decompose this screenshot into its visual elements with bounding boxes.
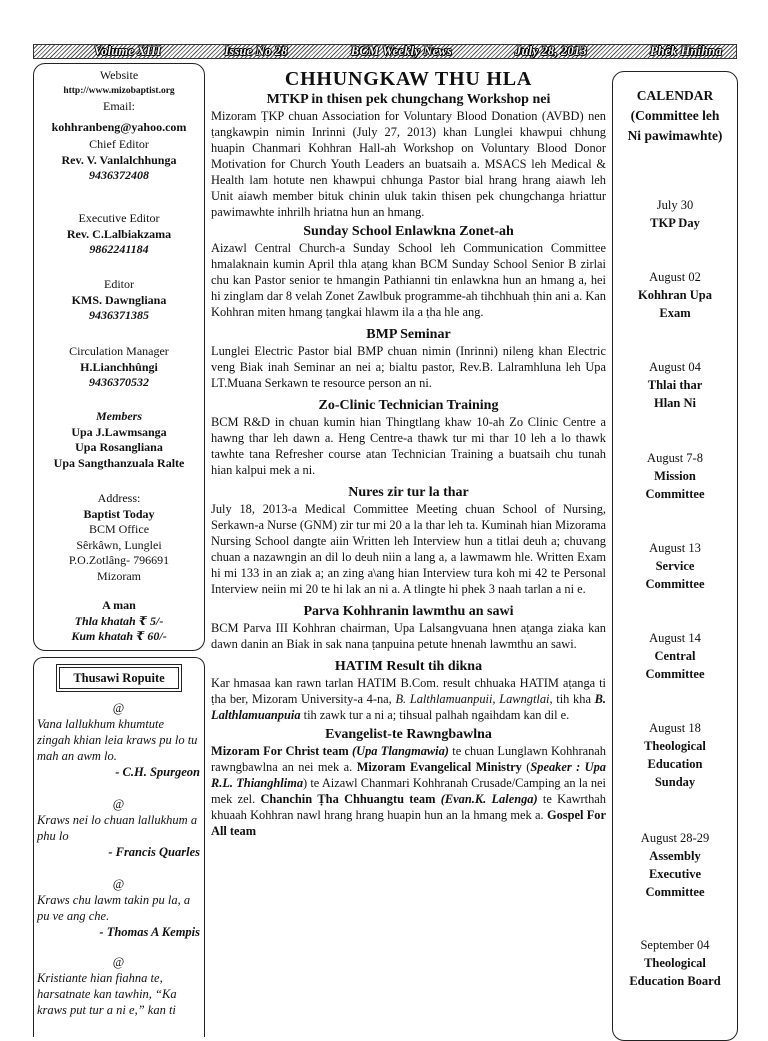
article-body (211, 675, 606, 723)
price-year: Kum khatah ₹ 60/- (71, 629, 167, 643)
event-date: August 14 (649, 631, 701, 645)
calendar-event (613, 268, 737, 322)
event-title: Hlan Ni (653, 396, 697, 410)
event-date: August 02 (649, 270, 701, 284)
article-heading: Zo-Clinic Technician Training (318, 398, 499, 413)
article-text-bold: Gospel For All team (211, 808, 606, 838)
calendar-event (613, 196, 737, 232)
article-text-bold: Chanchin Ṭha Chhuangtu team (260, 792, 436, 806)
article-heading: Evangelist-te Rawngbawlna (325, 727, 492, 742)
event-title: Committee (645, 667, 705, 681)
article-text: tih zawk tur a ni a; tihsual palhah ngaihdam kan dil e. (300, 708, 570, 722)
article-text-italic: B. Lalthlamuanpuii, Lawngtlai (395, 692, 550, 706)
quotes-title: Thusawi Ropuite (59, 667, 179, 689)
editor-label: Editor (104, 277, 134, 291)
price-label: A man (102, 598, 136, 612)
article-text-bold-italic: (Upa Tlangmawia) (352, 744, 449, 758)
calendar-event (613, 829, 737, 901)
masthead-strip (33, 44, 737, 59)
issue-date: July 28, 2013 (515, 44, 587, 58)
article-heading: HATIM Result tih dikna (334, 659, 483, 674)
page-title: CHHUNGKAW THU HLA (284, 68, 533, 90)
calendar-event (613, 936, 737, 990)
event-title: Central (654, 649, 696, 663)
event-date: August 18 (649, 721, 701, 735)
event-title: TKP Day (650, 216, 700, 230)
quote-text: Kraws nei lo chuan lallukhum a phu lo (37, 813, 198, 843)
circulation-label: Circulation Manager (69, 344, 169, 358)
exec-editor-phone: 9862241184 (89, 242, 149, 256)
newsletter-title: BCM Weekly News (350, 44, 452, 58)
event-title: Assembly (649, 849, 701, 863)
website-link[interactable]: http://www.mizobaptist.org (63, 85, 175, 96)
member-item: Upa J.Lawmsanga (71, 424, 167, 439)
event-date: August 13 (649, 541, 701, 555)
article-body: Mizoram ṬKP chuan Association for Voluntary Blood Donation (AVBD) nen ṭangkawpin nimin Inrinni (July 27, 2013) khan Lunglei khawpui chhung huapin Chanmari Kohhran Hall-ah Workshop on Voluntary Blood Donor Motivation for Church Youth Leaders an buatsaih a. MSACS leh Medical & Health lam hotute nen khawpui chhunga Pastor bial hrang hrang aiawh leh Unit aiawh member bituk chinin uluk takin thisen pek chungchanga hriattur pawimawhte inhrilh hriatna hun an hmang. (211, 109, 606, 219)
article-text: Kar hmasaa kan rawn tarlan HATIM B.Com. result chhuaka HATIM aṭanga ti ṭha ber, Mizoram University-a 4-na, (211, 676, 606, 706)
quote-text: Kraws chu lawm takin pu la, a pu ve ang che. (37, 893, 191, 923)
article-text: ) te Aizawl Chanmari Kohhranah Crusade/Camping an la nei mek zel. (211, 776, 606, 806)
event-title: Committee (645, 487, 705, 501)
chief-editor-label: Chief Editor (89, 137, 149, 151)
address-label: Address: (97, 491, 141, 505)
event-title: Service (655, 559, 695, 573)
member-item: Upa Rosangliana (75, 440, 163, 454)
circulation-phone: 9436370532 (89, 375, 149, 389)
event-date: August 7-8 (647, 451, 703, 465)
event-date: August 28-29 (640, 831, 710, 845)
article-body (211, 743, 606, 839)
event-title: Committee (645, 577, 705, 591)
members-label: Members (96, 409, 142, 423)
article-text: nawl hrang hrang huapin hun an la hmang mek a. (293, 808, 547, 822)
calendar-event (613, 449, 737, 503)
article-body: July 18, 2013-a Medical Committee Meeting chuan School of Nursing, Serkawn-a Nurse (GNM) zir tur mi 20 a la thar leh ta. Kuminah hian Mizorama Nursing School dangte aiin Written leh Interview hun a titlai deuh a; chuvang chuan a nazawngin an dil lo deuh niin a lang a, a lawmawm hle. Written Exam hi mi 133 in an ziak a; an zing a\ang hian Interview tura koh mi 42 te Personal Interview neiin mi 20 te hi lak an ni a. A tlingte hi phek 3 naah tarlan a ni e. (211, 502, 606, 596)
quote-item (37, 796, 200, 860)
article-body: Aizawl Central Church-a Sunday School leh Communication Committee hmalaknain kumin April thla aṭang khan BCM Sunday School Senior B zirlai chu kan Pastor senior te hmangin Pathianni tin enlawkna hun an hmang a, hei hi zinglam dar 8 velah Zonet Zawlbuk programme-ah tihchhuah ṭhin ani a. Kan Kohhran miten hmang ṭangkai hlawm ila a ṭha hle ang. (211, 241, 606, 319)
quote-item (37, 700, 200, 780)
member-item: Upa Sangthanzuala Ralte (53, 455, 185, 470)
event-title: Mission (654, 469, 696, 483)
exec-editor-label: Executive Editor (78, 211, 160, 225)
article-heading: Nures zir tur la thar (348, 485, 469, 500)
address-line: Baptist Today (83, 506, 155, 521)
calendar-event (613, 358, 737, 412)
quote-author: - Francis Quarles (108, 845, 200, 859)
article-text-bold-italic: B. Lalthlamuanpuia (211, 692, 607, 722)
event-title: Education (647, 757, 703, 771)
article-text: , tih kha (549, 692, 595, 706)
calendar-heading (613, 86, 737, 146)
event-title: Education Board (629, 974, 721, 988)
article-text-bold: Mizoram For Christ team (211, 744, 352, 758)
quote-separator: @ (112, 701, 125, 715)
circulation-manager-name: H.Lianchhûngi (80, 359, 158, 374)
email-label: Email: (103, 99, 135, 113)
volume-label: Volume XIII (94, 44, 162, 58)
address-line: BCM Office (88, 522, 150, 536)
quote-text: Vana lallukhum khumtute zingah khian leia kraws pu lo tu mah an awm lo. (37, 717, 198, 763)
price-month: Thla khatah ₹ 5/- (74, 613, 164, 628)
article-text: ( (521, 760, 531, 774)
main-column (211, 67, 606, 839)
article-body: Lunglei Electric Pastor bial BMP chuan nimin (Inrinni) nileng khan Electric veng Biak inah Seminar an nei a; bialtu pastor, Rev.B. Lalramhluna leh Upa LT.Muana Serkawn te resource person an ni. (211, 344, 606, 390)
website-label: Website (99, 68, 139, 82)
quote-separator: @ (112, 877, 125, 891)
quote-author: - Thomas A Kempis (99, 925, 200, 939)
calendar-event (613, 629, 737, 683)
article-body: BCM Parva III Kohhran chairman, Upa Lalsangvuana hnen aṭanga ziaka kan dawn danin an Biak in sak nana ṭanpuina petute hnenah lawmthu an sawi. (211, 621, 606, 651)
calendar-subtitle: (Committee leh (630, 108, 720, 123)
event-title: Exam (659, 306, 691, 320)
article-heading: BMP Seminar (366, 327, 451, 342)
event-title: Sunday (654, 775, 696, 789)
quote-text: Kristiante hian fiahna te, harsatnate kan tawhin, “Ka kraws put tur a ni e,” kan ti (37, 971, 177, 1017)
article-text-bold-italic: (Evan.K. Lalenga) (440, 792, 538, 806)
article-text-bold: Mizoram Evangelical Ministry (356, 760, 522, 774)
quotes-box (33, 657, 205, 1037)
article-heading: Parva Kohhranin lawmthu an sawi (303, 604, 514, 619)
exec-editor-name: Rev. C.Lalbiakzama (66, 226, 172, 241)
calendar-title: CALENDAR (636, 88, 714, 103)
article-heading: MTKP in thisen pek chungchang Workshop nei (266, 92, 551, 107)
calendar-subtitle: Ni pawimawhte) (627, 128, 723, 143)
event-date: September 04 (640, 938, 710, 952)
quote-separator: @ (112, 797, 125, 811)
quote-item (37, 954, 200, 1018)
article-text: te Kawrthah khuaah Kohhran (211, 792, 607, 822)
editor-phone: 9436371385 (89, 308, 149, 322)
quote-author: - C.H. Spurgeon (115, 765, 200, 779)
event-title: Committee (645, 885, 705, 899)
page-label: Phêk Hnihna (649, 44, 722, 58)
calendar-event (613, 539, 737, 593)
article-text-bold-italic: Speaker : Upa R.L. Thianghlima (211, 760, 606, 790)
calendar-box (612, 71, 738, 1041)
address-line: P.O.Zotlâng- 796691 (68, 553, 170, 567)
event-title: Theological (644, 956, 706, 970)
address-line: Mizoram (97, 568, 141, 583)
chief-editor-name: Rev. V. Vanlalchhunga (61, 152, 177, 167)
event-date: August 04 (649, 360, 701, 374)
chief-editor-phone: 9436372408 (89, 168, 149, 182)
issue-label: Issue No 28 (224, 44, 288, 58)
article-body: BCM R&D in chuan kumin hian Thingtlang khaw 10-ah Zo Clinic Centre a hawng thar leh dawn a. Heng Centre-a thawk tur mi thar 10 leh a lo thawk tawhte tana Refresher course atan Technician Training a buatsaih chu tunah hian kalpui mek a ni. (211, 415, 606, 477)
editor-name: KMS. Dawngliana (71, 292, 167, 307)
staff-box (33, 63, 205, 651)
quote-item (37, 876, 200, 940)
event-title: Theological (644, 739, 706, 753)
address-line: Sêrkâwn, Lunglei (76, 537, 162, 552)
calendar-event (613, 719, 737, 791)
event-title: Thlai thar (647, 378, 703, 392)
quote-separator: @ (112, 955, 125, 969)
event-date: July 30 (656, 198, 694, 212)
article-heading: Sunday School Enlawkna Zonet-ah (303, 224, 514, 239)
email-link[interactable]: kohhranbeng@yahoo.com (51, 119, 187, 134)
event-title: Kohhran Upa (638, 288, 712, 302)
event-title: Executive (648, 867, 702, 881)
article-text: te chuan Lunglawn Kohhranah rawngbawlna an nei mek a. (211, 744, 606, 774)
